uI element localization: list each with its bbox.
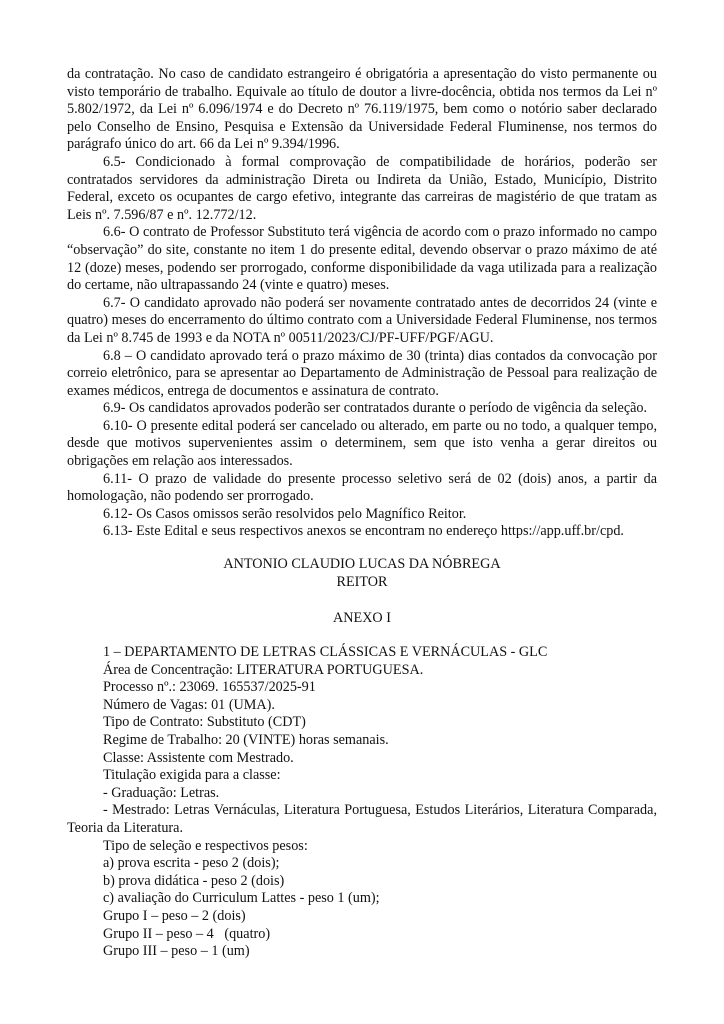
paragraph-6-7: 6.7- O candidato aprovado não poderá ser novamente contratado antes de decorridos 24 (vinte e quatro) meses do encerramento do último contrato com a Universidade Federal Fluminense, nos termos da Lei nº 8.745 de 1993 e da NOTA nº 00511/2023/CJ/PF-UFF/PGF/AGU. [67,294,657,346]
annex-vacancies: Número de Vagas: 01 (UMA). [103,696,275,713]
paragraph-continuation: da contratação. No caso de candidato estrangeiro é obrigatória a apresentação do visto permanente ou visto temporário de trabalho. Equivale ao título de doutor a livre-docência, obtida nos termos da Lei nº 5.802/1972, da Lei nº 6.096/1974 e do Decreto nº 76.119/1975, bem como o notório saber declarado pelo Conselho de Ensino, Pesquisa e Extensão da Universidade Federal Fluminense, nos termos do parágrafo único do art. 66 da Lei nº 9.394/1996. [67,66,657,153]
signatory-role: REITOR [336,573,388,590]
annex-item-b: b) prova didática - peso 2 (dois) [103,872,285,889]
annex-group-3: Grupo III – peso – 1 (um) [103,943,250,960]
signatory-name: ANTONIO CLAUDIO LUCAS DA NÓBREGA [223,556,501,572]
paragraph-6-13: 6.13- Este Edital e seus respectivos anexos se encontram no endereço https://app.uff.br/cpd. [103,523,624,540]
annex-selection-types: Tipo de seleção e respectivos pesos: [103,837,308,854]
annex-title: ANEXO I [333,610,391,626]
paragraph-6-11: 6.11- O prazo de validade do presente processo seletivo será de 02 (dois) anos, a partir da homologação, não podendo ser prorrogado. [67,470,657,505]
paragraph-6-10: 6.10- O presente edital poderá ser cancelado ou alterado, em parte ou no todo, a qualquer tempo, desde que motivos supervenientes assim o determinem, sem que isto venha a gerar direitos ou obrigações em relação aos interessados. [67,417,657,470]
annex-department: 1 – DEPARTAMENTO DE LETRAS CLÁSSICAS E VERNÁCULAS - GLC [103,644,548,660]
annex-item-a: a) prova escrita - peso 2 (dois); [103,855,280,872]
annex-process: Processo nº.: 23069. 165537/2025-91 [103,679,316,696]
paragraph-6-9: 6.9- Os candidatos aprovados poderão ser contratados durante o período de vigência da seleção. [103,400,648,417]
annex-class: Classe: Assistente com Mestrado. [103,749,294,766]
annex-degree-required: Titulação exigida para a classe: [103,767,281,784]
paragraph-6-8: 6.8 – O candidato aprovado terá o prazo máximo de 30 (trinta) dias contados da convocação por correio eletrônico, para se apresentar ao Departamento de Administração de Pessoal para realização de exames médicos, entrega de documentos e assinatura de contrato. [67,347,657,399]
annex-area: Área de Concentração: LITERATURA PORTUGUESA. [103,661,424,678]
annex-graduation: - Graduação: Letras. [103,784,220,801]
paragraph-6-6: 6.6- O contrato de Professor Substituto terá vigência de acordo com o prazo informado no campo “observação” do site, constante no item 1 do presente edital, devendo observar o prazo máximo de até 12 (doze) meses, podendo ser prorrogado, conforme disponibilidade da vaga utilizada para a realização do certame, não ultrapassando 24 (vinte e quatro) meses. [67,224,657,294]
annex-contract-type: Tipo de Contrato: Substituto (CDT) [103,714,306,731]
annex-masters: - Mestrado: Letras Vernáculas, Literatura Portuguesa, Estudos Literários, Literatura Comparada, Teoria da Literatura. [67,802,657,836]
annex-group-1: Grupo I – peso – 2 (dois) [103,907,246,924]
annex-content [67,644,657,961]
annex-group-2: Grupo II – peso – 4 (quatro) [103,925,271,942]
annex-item-c: c) avaliação do Curriculum Lattes - peso 1 (um); [103,890,380,907]
annex-work-regime: Regime de Trabalho: 20 (VINTE) horas semanais. [103,731,389,748]
signature-block [67,556,657,591]
paragraph-6-5: 6.5- Condicionado à formal comprovação de compatibilidade de horários, poderão ser contratados servidores da administração Direta ou Indireta da União, Estado, Município, Distrito Federal, exceto os ocupantes de cargo efetivo, integrante das carreiras de magistério de que tratam as Leis nº. 7.596/87 e nº. 12.772/12. [67,153,657,223]
paragraph-6-12: 6.12- Os Casos omissos serão resolvidos pelo Magnífico Reitor. [103,505,467,522]
edital-body [67,66,657,541]
